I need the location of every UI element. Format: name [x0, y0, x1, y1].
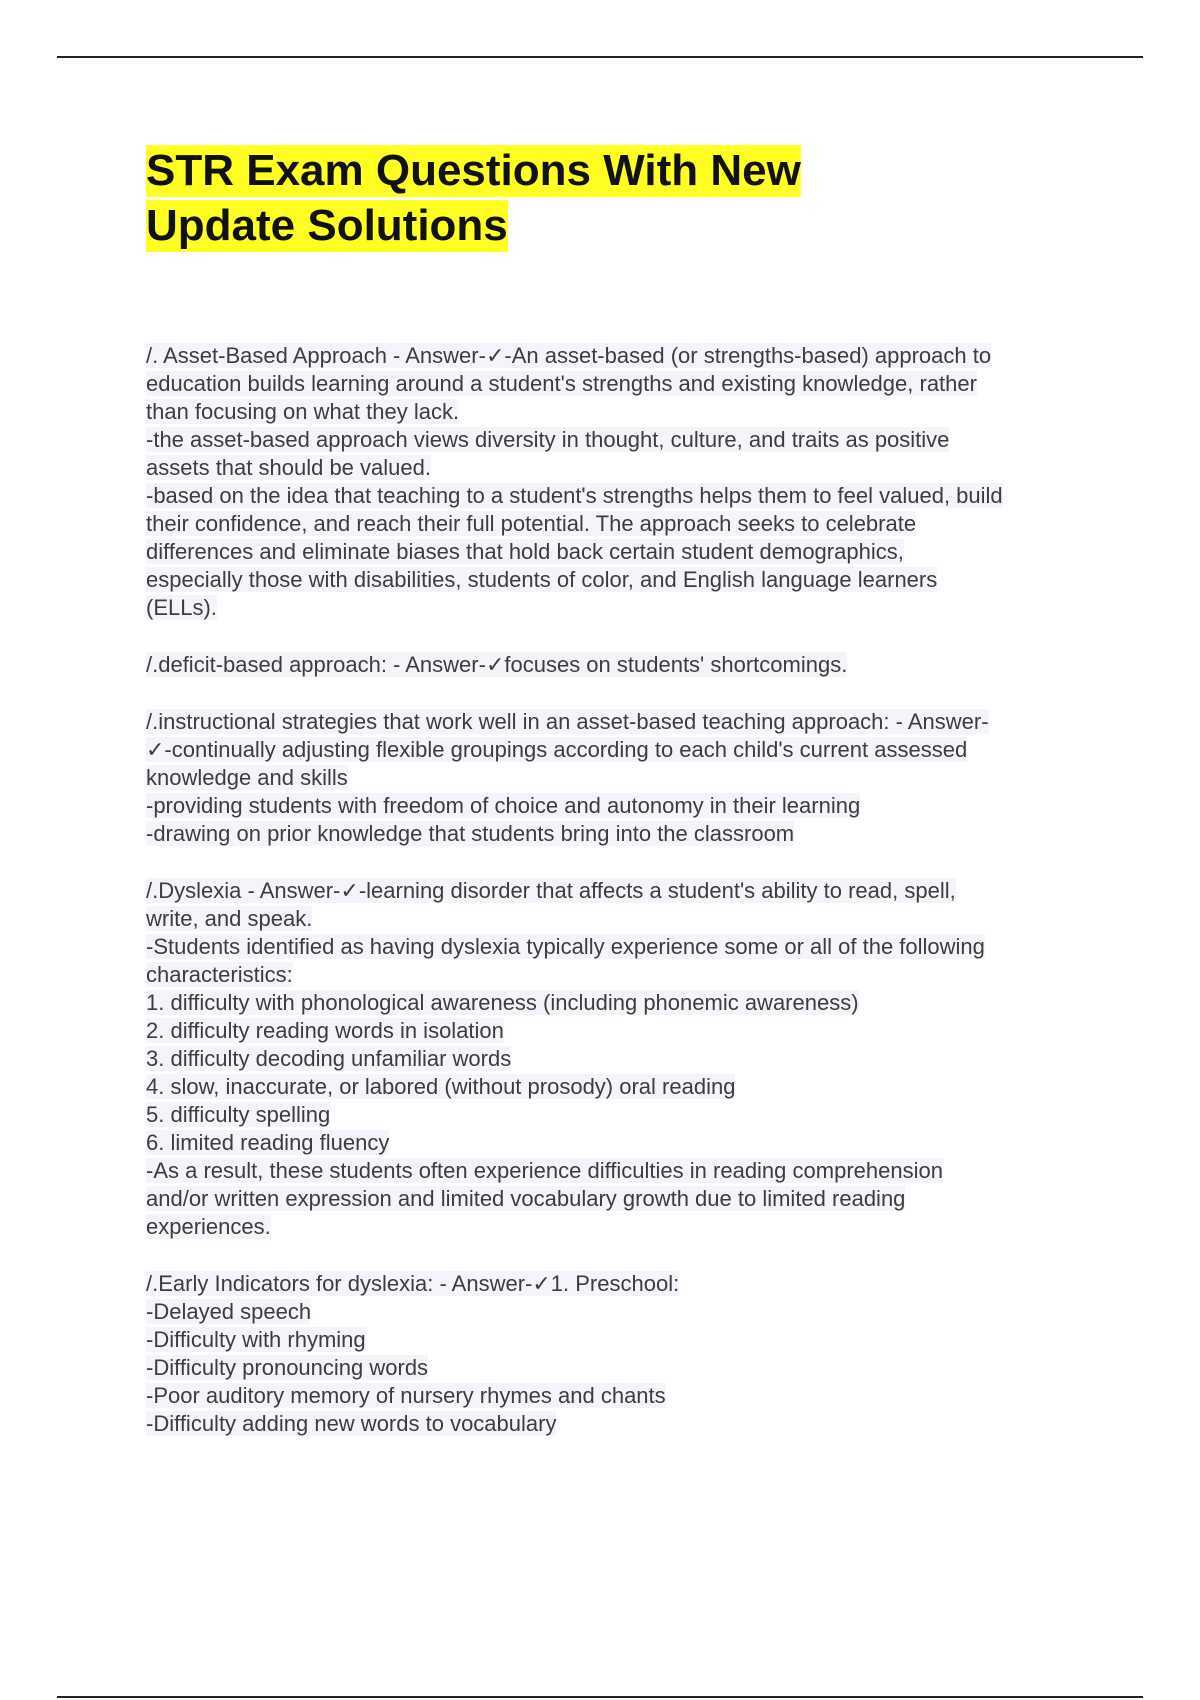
text-line-content: education builds learning around a student's strengths and existing knowledge, rather — [146, 371, 977, 396]
text-line — [146, 1185, 1096, 1213]
text-line-content: especially those with disabilities, students of color, and English language learners — [146, 567, 938, 592]
text-line-content: knowledge and skills — [146, 765, 348, 790]
text-line — [146, 426, 1096, 454]
text-line — [146, 1410, 1096, 1438]
text-line-content: -Difficulty adding new words to vocabulary — [146, 1411, 557, 1436]
bottom-rule — [57, 1696, 1143, 1698]
text-line — [146, 1270, 1096, 1298]
text-line-content: -Difficulty with rhyming — [146, 1327, 366, 1352]
text-line — [146, 1045, 1096, 1073]
text-line-content: characteristics: — [146, 962, 293, 987]
document-title — [146, 143, 1046, 253]
text-line — [146, 877, 1096, 905]
text-line — [146, 651, 1096, 679]
text-line — [146, 905, 1096, 933]
text-line — [146, 510, 1096, 538]
text-line — [146, 961, 1096, 989]
qa-entry — [146, 877, 1096, 1241]
text-line-content: -drawing on prior knowledge that students bring into the classroom — [146, 821, 795, 846]
text-line-content: 5. difficulty spelling — [146, 1102, 331, 1127]
text-line-content: -Delayed speech — [146, 1299, 312, 1324]
text-line-content: experiences. — [146, 1214, 271, 1239]
text-line-content: -the asset-based approach views diversity in thought, culture, and traits as positive — [146, 427, 950, 452]
text-line — [146, 1073, 1096, 1101]
text-line-content: /.Dyslexia - Answer-✓-learning disorder that affects a student's ability to read, spell, — [146, 878, 956, 903]
text-line — [146, 566, 1096, 594]
text-line — [146, 1213, 1096, 1241]
text-line-content: 6. limited reading fluency — [146, 1130, 390, 1155]
qa-entry — [146, 708, 1096, 848]
text-line-content: 2. difficulty reading words in isolation — [146, 1018, 504, 1043]
text-line — [146, 1017, 1096, 1045]
text-line-content: -providing students with freedom of choice and autonomy in their learning — [146, 793, 861, 818]
text-line-content: -Difficulty pronouncing words — [146, 1355, 429, 1380]
text-line — [146, 370, 1096, 398]
text-line — [146, 398, 1096, 426]
text-line — [146, 764, 1096, 792]
text-line — [146, 594, 1096, 622]
text-line-content: than focusing on what they lack. — [146, 399, 460, 424]
text-line-content: and/or written expression and limited vocabulary growth due to limited reading — [146, 1186, 906, 1211]
text-line-content: /.Early Indicators for dyslexia: - Answer-✓1. Preschool: — [146, 1271, 680, 1296]
text-line-content: (ELLs). — [146, 595, 217, 620]
qa-entry — [146, 342, 1096, 622]
text-line — [146, 1129, 1096, 1157]
text-line — [146, 1326, 1096, 1354]
text-line-content: -As a result, these students often experience difficulties in reading comprehension — [146, 1158, 943, 1183]
text-line — [146, 989, 1096, 1017]
text-line-content: 3. difficulty decoding unfamiliar words — [146, 1046, 512, 1071]
qa-entry — [146, 1270, 1096, 1438]
text-line-content: 1. difficulty with phonological awareness (including phonemic awareness) — [146, 990, 859, 1015]
qa-entry — [146, 651, 1096, 679]
title-line-1: STR Exam Questions With New — [146, 146, 801, 195]
text-line-content: /.deficit-based approach: - Answer-✓focuses on students' shortcomings. — [146, 652, 848, 677]
text-line — [146, 736, 1096, 764]
text-line-content: their confidence, and reach their full potential. The approach seeks to celebrate — [146, 511, 917, 536]
text-line — [146, 1101, 1096, 1129]
text-line — [146, 792, 1096, 820]
text-line-content: /. Asset-Based Approach - Answer-✓-An asset-based (or strengths-based) approach to — [146, 343, 992, 368]
text-line — [146, 454, 1096, 482]
top-rule — [57, 56, 1143, 58]
text-line-content: /.instructional strategies that work well in an asset-based teaching approach: - Answer- — [146, 709, 989, 734]
text-line — [146, 342, 1096, 370]
text-line — [146, 820, 1096, 848]
text-line — [146, 1382, 1096, 1410]
text-line — [146, 1354, 1096, 1382]
text-line — [146, 538, 1096, 566]
text-line-content: assets that should be valued. — [146, 455, 431, 480]
text-line-content: differences and eliminate biases that hold back certain student demographics, — [146, 539, 904, 564]
title-line-2: Update Solutions — [146, 201, 508, 250]
text-line-content: -based on the idea that teaching to a student's strengths helps them to feel valued, build — [146, 483, 1003, 508]
text-line-content: write, and speak. — [146, 906, 313, 931]
text-line — [146, 482, 1096, 510]
document-body — [146, 342, 1096, 1467]
text-line-content: ✓-continually adjusting flexible groupings according to each child's current assessed — [146, 737, 968, 762]
text-line-content: 4. slow, inaccurate, or labored (without prosody) oral reading — [146, 1074, 736, 1099]
text-line — [146, 1157, 1096, 1185]
text-line — [146, 708, 1096, 736]
text-line — [146, 1298, 1096, 1326]
text-line-content: -Poor auditory memory of nursery rhymes and chants — [146, 1383, 666, 1408]
text-line — [146, 933, 1096, 961]
text-line-content: -Students identified as having dyslexia typically experience some or all of the following — [146, 934, 985, 959]
